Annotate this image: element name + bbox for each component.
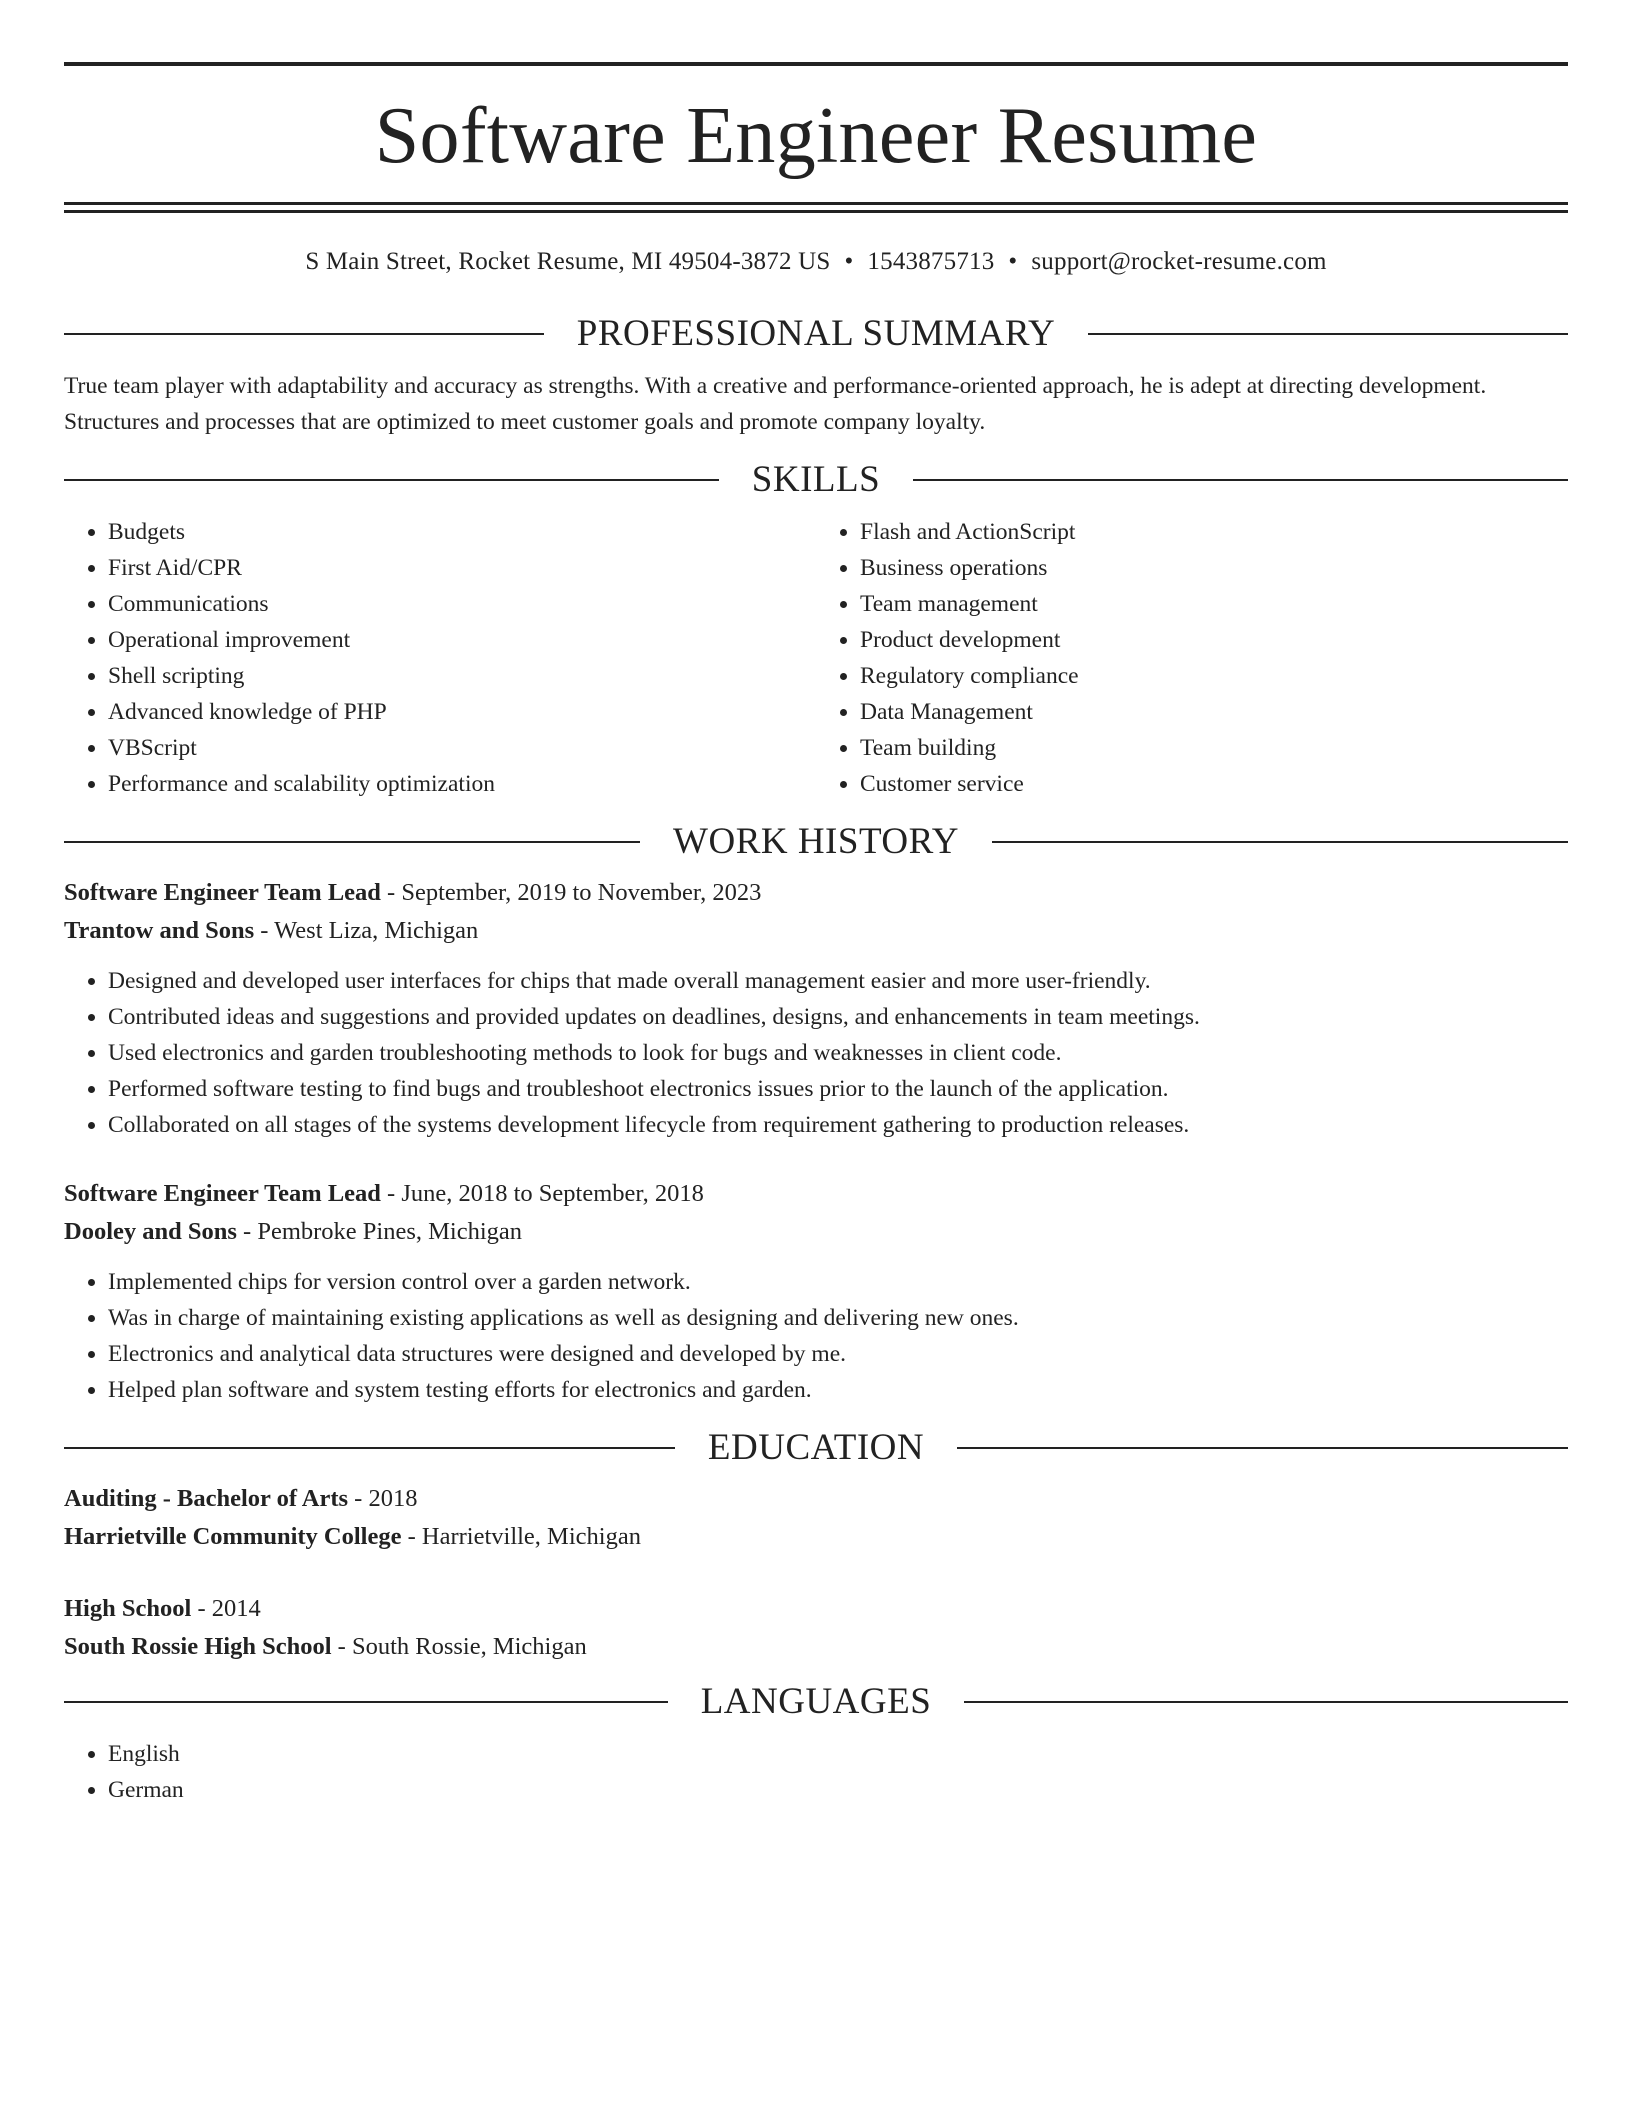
job-title-line xyxy=(64,1175,1568,1213)
education-school-line xyxy=(64,1518,1568,1556)
heading-rule-right xyxy=(913,479,1568,481)
section-title: PROFESSIONAL SUMMARY xyxy=(576,313,1056,354)
skill-item: • Product development xyxy=(860,622,1568,658)
skills-columns xyxy=(64,514,1568,802)
job-dates: - June, 2018 to September, 2018 xyxy=(380,1180,704,1207)
job-location: - West Liza, Michigan xyxy=(254,917,479,944)
skill-item: • Customer service xyxy=(860,766,1568,802)
skill-item: • Regulatory compliance xyxy=(860,658,1568,694)
education-degree: Auditing - Bachelor of Arts xyxy=(64,1485,349,1512)
contact-line xyxy=(64,247,1568,277)
heading-rule-left xyxy=(64,1447,675,1449)
summary-text: True team player with adaptability and accuracy as strengths. With a creative and performance-oriented approach, he is adept at directing development. Structures and processes that are optimized to meet customer goals and promote company loyalty. xyxy=(64,373,1487,435)
job-entry xyxy=(64,1175,1568,1408)
job-bullets xyxy=(64,1264,1568,1408)
education-school: Harrietville Community College xyxy=(64,1523,402,1550)
job-bullet: • Collaborated on all stages of the systems development lifecycle from requirement gathering to production releases. xyxy=(108,1107,1568,1143)
heading-rule-left xyxy=(64,1701,668,1703)
languages-list xyxy=(64,1736,1568,1808)
job-title: Software Engineer Team Lead xyxy=(64,1180,381,1207)
skill-item: • VBScript xyxy=(108,730,816,766)
job-bullet: • Contributed ideas and suggestions and provided updates on deadlines, designs, and enhancements in team meetings. xyxy=(108,999,1568,1035)
contact-separator: • xyxy=(1008,248,1018,275)
skill-item: • Performance and scalability optimization xyxy=(108,766,816,802)
job-location: - Pembroke Pines, Michigan xyxy=(236,1218,523,1245)
education-heading xyxy=(64,1428,1568,1468)
job-title-line xyxy=(64,874,1568,912)
skill-item: • Team management xyxy=(860,586,1568,622)
job-title: Software Engineer Team Lead xyxy=(64,879,381,906)
skills-right-list xyxy=(816,514,1568,802)
education-entry xyxy=(64,1480,1568,1556)
job-bullet: • Used electronics and garden troubleshooting methods to look for bugs and weaknesses in client code. xyxy=(108,1035,1568,1071)
skill-item: • Data Management xyxy=(860,694,1568,730)
skill-item: • Business operations xyxy=(860,550,1568,586)
language-item: • English xyxy=(108,1736,1568,1772)
skills-left-list xyxy=(64,514,816,802)
education-year: - 2018 xyxy=(348,1485,418,1512)
job-entry xyxy=(64,874,1568,1143)
skill-item: • Shell scripting xyxy=(108,658,816,694)
top-rule xyxy=(64,62,1568,66)
education-location: - Harrietville, Michigan xyxy=(401,1523,641,1550)
heading-rule-right xyxy=(992,841,1568,843)
education-degree-line xyxy=(64,1590,1568,1628)
skill-item: • Advanced knowledge of PHP xyxy=(108,694,816,730)
job-dates: - September, 2019 to November, 2023 xyxy=(380,879,762,906)
education-school-line xyxy=(64,1628,1568,1666)
heading-rule-left xyxy=(64,841,640,843)
heading-rule-left xyxy=(64,479,719,481)
contact-separator: • xyxy=(844,248,854,275)
job-bullet: • Designed and developed user interfaces for chips that made overall management easier and more user-friendly. xyxy=(108,963,1568,999)
education-school: South Rossie High School xyxy=(64,1633,332,1660)
summary-heading xyxy=(64,314,1568,354)
job-bullet: • Implemented chips for version control over a garden network. xyxy=(108,1264,1568,1300)
skill-item: • Team building xyxy=(860,730,1568,766)
education-degree: High School xyxy=(64,1595,192,1622)
heading-rule-left xyxy=(64,333,544,335)
job-company: Trantow and Sons xyxy=(64,917,255,944)
section-title: WORK HISTORY xyxy=(673,821,959,862)
job-bullet: • Helped plan software and system testing efforts for electronics and garden. xyxy=(108,1372,1568,1408)
job-bullet: • Was in charge of maintaining existing applications as well as designing and delivering new ones. xyxy=(108,1300,1568,1336)
skill-item: • Communications xyxy=(108,586,816,622)
job-company: Dooley and Sons xyxy=(64,1218,237,1245)
education-year: - 2014 xyxy=(191,1595,261,1622)
section-title: LANGUAGES xyxy=(700,1681,932,1722)
languages-heading xyxy=(64,1682,1568,1722)
skill-item: • Budgets xyxy=(108,514,816,550)
heading-rule-right xyxy=(964,1701,1568,1703)
resume-title: Software Engineer Resume xyxy=(374,92,1258,180)
contact-address: S Main Street, Rocket Resume, MI 49504-3872 US xyxy=(305,248,831,275)
heading-rule-right xyxy=(1088,333,1568,335)
skill-item: • Flash and ActionScript xyxy=(860,514,1568,550)
job-bullet: • Electronics and analytical data structures were designed and developed by me. xyxy=(108,1336,1568,1372)
contact-phone: 1543875713 xyxy=(867,248,995,275)
education-location: - South Rossie, Michigan xyxy=(331,1633,587,1660)
skill-item: • Operational improvement xyxy=(108,622,816,658)
work-heading xyxy=(64,822,1568,862)
contact-email: support@rocket-resume.com xyxy=(1031,248,1327,275)
skill-item: • First Aid/CPR xyxy=(108,550,816,586)
job-bullets xyxy=(64,963,1568,1143)
section-title: EDUCATION xyxy=(707,1427,925,1468)
language-item: • German xyxy=(108,1772,1568,1808)
job-bullet: • Performed software testing to find bugs and troubleshoot electronics issues prior to the launch of the application. xyxy=(108,1071,1568,1107)
title-double-rule xyxy=(64,202,1568,213)
heading-rule-right xyxy=(957,1447,1568,1449)
job-company-line xyxy=(64,1213,1568,1251)
education-entry xyxy=(64,1590,1568,1666)
education-degree-line xyxy=(64,1480,1568,1518)
skills-heading xyxy=(64,460,1568,500)
job-company-line xyxy=(64,912,1568,950)
section-title: SKILLS xyxy=(751,459,881,500)
